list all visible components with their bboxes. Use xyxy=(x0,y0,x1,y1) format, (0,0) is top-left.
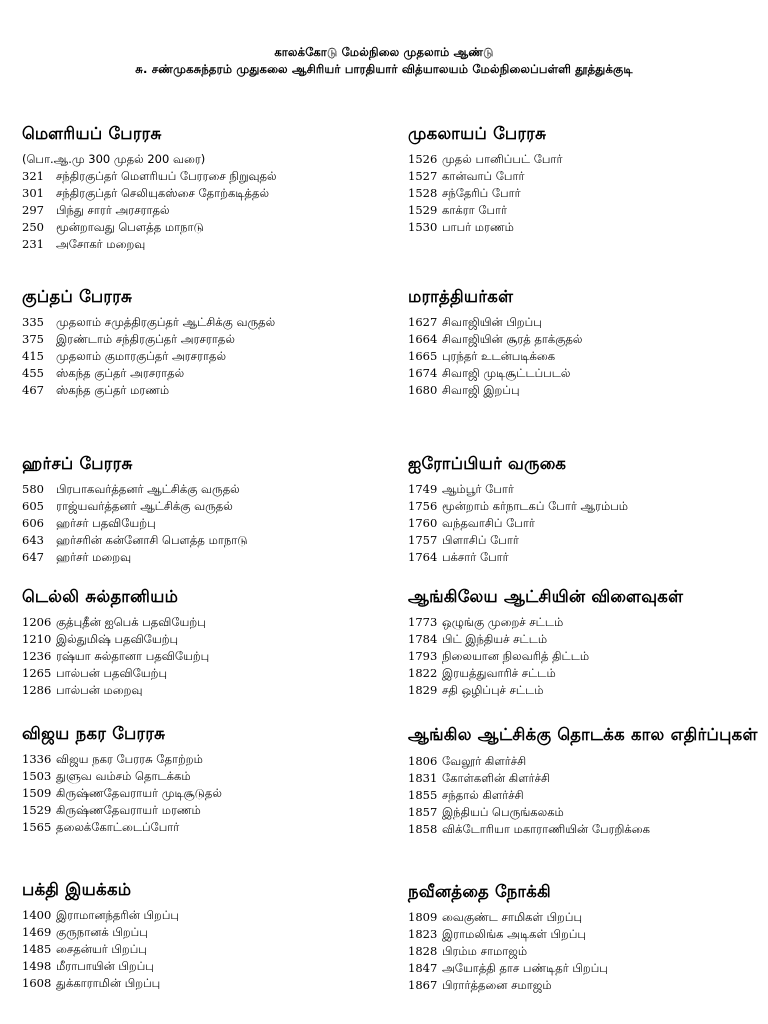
section-title: நவீனத்தை நோக்கி xyxy=(408,882,551,901)
entry-year: 1528 xyxy=(408,186,438,200)
timeline-entry xyxy=(22,549,392,566)
timeline-entry xyxy=(22,751,392,768)
timeline-section xyxy=(408,585,758,699)
timeline-entry xyxy=(408,481,758,498)
entry-year: 467 xyxy=(22,383,44,397)
timeline-entry xyxy=(22,382,392,399)
entry-event: சிவாஜியின் பிறப்பு xyxy=(442,315,542,329)
timeline-entry xyxy=(408,382,758,399)
entry-event: முதல் பானிப்பட் போர் xyxy=(442,152,563,166)
timeline-entry xyxy=(408,648,758,665)
entry-year: 1674 xyxy=(408,366,438,380)
entry-event: சைதன்யர் பிறப்பு xyxy=(56,942,147,956)
entry-event: இராமலிங்க அடிகள் பிறப்பு xyxy=(442,927,586,941)
timeline-entry xyxy=(22,219,392,236)
entry-event: பிளாசிப் போர் xyxy=(442,533,519,547)
timeline-entry xyxy=(22,785,392,802)
entry-year: 415 xyxy=(22,349,44,363)
entry-event: துக்காராமின் பிறப்பு xyxy=(56,976,161,990)
timeline-entry xyxy=(408,549,758,566)
entry-year: 1206 xyxy=(22,615,52,629)
entry-event: விஜய நகர பேரரசு தோற்றம் xyxy=(56,752,203,766)
header-subtitle: சு. சண்முகசுந்தரம் முதுகலை ஆசிரியர் பாரதியார் வித்யாலயம் மேல்நிலைப்பள்ளி தூத்துக்குடி xyxy=(135,62,633,76)
entry-event: முதலாம் குமாரகுப்தர் அரசராதல் xyxy=(56,349,227,363)
timeline-section xyxy=(22,878,392,992)
entry-event: பால்பன் மறைவு xyxy=(56,683,143,697)
timeline-entry xyxy=(22,515,392,532)
timeline-entry xyxy=(408,753,758,770)
entry-year: 1509 xyxy=(22,786,52,800)
section-subtitle: (பொ.ஆ.மு 300 முதல் 200 வரை) xyxy=(22,152,206,166)
entry-event: சிவாஜியின் சூரத் தாக்குதல் xyxy=(442,332,583,346)
entry-event: பக்சார் போர் xyxy=(442,550,509,564)
timeline-entry xyxy=(22,924,392,941)
entry-event: கிருஷ்ணதேவராயர் மரணம் xyxy=(56,803,201,817)
timeline-entry xyxy=(22,648,392,665)
entry-year: 1527 xyxy=(408,169,438,183)
entry-event: ஸ்கந்த குப்தர் அரசராதல் xyxy=(56,366,185,380)
entry-year: 1793 xyxy=(408,649,438,663)
timeline-entry xyxy=(22,768,392,785)
entry-year: 1664 xyxy=(408,332,438,346)
timeline-entry xyxy=(408,960,758,977)
timeline-entry xyxy=(22,314,392,331)
timeline-entry xyxy=(22,941,392,958)
entry-year: 1210 xyxy=(22,632,52,646)
document-header xyxy=(0,44,768,78)
entry-year: 1336 xyxy=(22,752,52,766)
timeline-entry xyxy=(22,202,392,219)
entry-event: ஆம்பூர் போர் xyxy=(442,482,514,496)
entry-event: ஸ்கந்த குப்தர் மரணம் xyxy=(56,383,170,397)
entry-event: சிவாஜி இறப்பு xyxy=(442,383,520,397)
timeline-entry xyxy=(408,515,758,532)
entry-year: 605 xyxy=(22,499,44,513)
entry-year: 1823 xyxy=(408,927,438,941)
entry-year: 1565 xyxy=(22,820,52,834)
entry-year: 1806 xyxy=(408,754,438,768)
entry-event: புரந்தர் உடன்படிக்கை xyxy=(442,349,556,363)
entry-year: 1831 xyxy=(408,771,438,785)
timeline-entry xyxy=(22,365,392,382)
entry-event: வைகுண்ட சாமிகள் பிறப்பு xyxy=(442,910,582,924)
entry-year: 1608 xyxy=(22,976,52,990)
section-title: ஆங்கில ஆட்சிக்கு தொடக்க கால எதிர்ப்புகள் xyxy=(408,725,758,744)
entry-event: குருநானக் பிறப்பு xyxy=(56,925,148,939)
entry-event: ஹர்சரின் கன்னோசி பௌத்த மாநாடு xyxy=(56,533,248,547)
entry-event: ஹர்சர் பதவியேற்பு xyxy=(56,516,156,530)
timeline-entry xyxy=(22,958,392,975)
entry-year: 297 xyxy=(22,203,44,217)
entry-year: 1847 xyxy=(408,961,438,975)
entry-year: 1829 xyxy=(408,683,438,697)
timeline-entry xyxy=(408,909,758,926)
entry-event: விக்டோரியா மகாராணியின் பேரறிக்கை xyxy=(442,822,650,836)
entry-year: 1809 xyxy=(408,910,438,924)
timeline-entry xyxy=(408,185,758,202)
entry-event: பிரபாகவர்த்தனர் ஆட்சிக்கு வருதல் xyxy=(56,482,240,496)
entry-event: தலைக்கோட்டைப்போர் xyxy=(56,820,180,834)
timeline-section xyxy=(408,452,758,566)
timeline-entry xyxy=(408,532,758,549)
entry-event: சதி ஒழிப்புச் சட்டம் xyxy=(442,683,544,697)
entry-year: 647 xyxy=(22,550,44,564)
entry-event: வேலூர் கிளர்ச்சி xyxy=(442,754,527,768)
entry-year: 1286 xyxy=(22,683,52,697)
timeline-entry xyxy=(408,348,758,365)
section-title: மராத்தியர்கள் xyxy=(408,287,514,306)
timeline-section xyxy=(408,122,758,236)
entry-event: இரண்டாம் சந்திரகுப்தர் அரசராதல் xyxy=(56,332,235,346)
section-title: மௌரியப் பேரரசு xyxy=(22,124,162,143)
entry-event: மீராபாயின் பிறப்பு xyxy=(56,959,154,973)
entry-event: அசோகர் மறைவு xyxy=(56,237,146,251)
timeline-section xyxy=(408,880,758,994)
entry-event: இராமானந்தரின் பிறப்பு xyxy=(56,908,179,922)
entry-year: 1855 xyxy=(408,788,438,802)
section-title: பக்தி இயக்கம் xyxy=(22,880,132,899)
entry-event: ராஜ்யவர்த்தனர் ஆட்சிக்கு வருதல் xyxy=(56,499,233,513)
timeline-entry xyxy=(408,331,758,348)
timeline-entry xyxy=(408,770,758,787)
entry-year: 1764 xyxy=(408,550,438,564)
timeline-section xyxy=(22,285,392,399)
entry-year: 1400 xyxy=(22,908,52,922)
timeline-section xyxy=(22,585,392,699)
timeline-entry xyxy=(408,977,758,994)
entry-event: குத்புதீன் ஐபெக் பதவியேற்பு xyxy=(56,615,206,629)
timeline-entry xyxy=(22,498,392,515)
entry-year: 301 xyxy=(22,186,44,200)
entry-year: 231 xyxy=(22,237,44,251)
entry-year: 1760 xyxy=(408,516,438,530)
timeline-entry xyxy=(22,819,392,836)
entry-year: 1857 xyxy=(408,805,438,819)
timeline-entry xyxy=(22,532,392,549)
timeline-entry xyxy=(22,802,392,819)
timeline-entry xyxy=(408,314,758,331)
timeline-entry xyxy=(22,907,392,924)
timeline-entry xyxy=(22,185,392,202)
entry-year: 1529 xyxy=(22,803,52,817)
timeline-entry xyxy=(22,682,392,699)
timeline-entry xyxy=(22,236,392,253)
entry-year: 321 xyxy=(22,169,44,183)
entry-year: 1485 xyxy=(22,942,52,956)
timeline-entry xyxy=(408,804,758,821)
entry-year: 580 xyxy=(22,482,44,496)
timeline-section xyxy=(408,285,758,399)
section-title: ஆங்கிலேய ஆட்சியின் விளைவுகள் xyxy=(408,587,684,606)
entry-year: 1822 xyxy=(408,666,438,680)
header-title: காலக்கோடு மேல்நிலை முதலாம் ஆண்டு xyxy=(274,45,494,59)
timeline-entry xyxy=(408,665,758,682)
timeline-entry xyxy=(408,682,758,699)
entry-year: 1526 xyxy=(408,152,438,166)
timeline-entry xyxy=(408,631,758,648)
entry-event: பிட் இந்தியச் சட்டம் xyxy=(442,632,548,646)
timeline-entry xyxy=(22,631,392,648)
timeline-entry xyxy=(408,498,758,515)
entry-year: 1858 xyxy=(408,822,438,836)
timeline-entry xyxy=(22,348,392,365)
entry-event: மூன்றாவது பௌத்த மாநாடு xyxy=(56,220,204,234)
entry-year: 1749 xyxy=(408,482,438,496)
section-title: முகலாயப் பேரரசு xyxy=(408,124,547,143)
timeline-entry xyxy=(22,975,392,992)
timeline-entry xyxy=(408,151,758,168)
entry-year: 1627 xyxy=(408,315,438,329)
entry-event: பால்பன் பதவியேற்பு xyxy=(56,666,168,680)
entry-event: கான்வாப் போர் xyxy=(442,169,525,183)
entry-year: 375 xyxy=(22,332,44,346)
entry-year: 1265 xyxy=(22,666,52,680)
entry-year: 1867 xyxy=(408,978,438,992)
timeline-entry xyxy=(408,219,758,236)
timeline-entry xyxy=(408,821,758,838)
entry-year: 1529 xyxy=(408,203,438,217)
entry-event: இல்துமிஷ் பதவியேற்பு xyxy=(56,632,179,646)
entry-event: மூன்றாம் கர்நாடகப் போர் ஆரம்பம் xyxy=(442,499,629,513)
entry-event: பிரம்ம சாமாஜம் xyxy=(442,944,528,958)
section-title: ஐரோப்பியர் வருகை xyxy=(408,454,567,473)
entry-event: நிலையான நிலவரித் திட்டம் xyxy=(442,649,590,663)
entry-event: கோள்களின் கிளர்ச்சி xyxy=(442,771,550,785)
entry-year: 1503 xyxy=(22,769,52,783)
entry-year: 1756 xyxy=(408,499,438,513)
timeline-section xyxy=(22,722,392,836)
entry-year: 1498 xyxy=(22,959,52,973)
entry-year: 1773 xyxy=(408,615,438,629)
timeline-entry xyxy=(408,202,758,219)
entry-event: ஒழுங்கு முறைச் சட்டம் xyxy=(442,615,564,629)
entry-event: அயோத்தி தாச பண்டிதர் பிறப்பு xyxy=(442,961,608,975)
entry-year: 1784 xyxy=(408,632,438,646)
entry-event: முதலாம் சமுத்திரகுப்தர் ஆட்சிக்கு வருதல் xyxy=(56,315,276,329)
entry-event: சிவாஜி முடிசூட்டப்படல் xyxy=(442,366,571,380)
entry-year: 1665 xyxy=(408,349,438,363)
section-title: குப்தப் பேரரசு xyxy=(22,287,133,306)
entry-year: 335 xyxy=(22,315,44,329)
timeline-entry xyxy=(408,926,758,943)
entry-event: இந்தியப் பெருங்கலகம் xyxy=(442,805,564,819)
timeline-entry xyxy=(408,614,758,631)
timeline-entry xyxy=(22,481,392,498)
entry-event: வந்தவாசிப் போர் xyxy=(442,516,535,530)
section-title: டெல்லி சுல்தானியம் xyxy=(22,587,179,606)
entry-year: 1757 xyxy=(408,533,438,547)
timeline-entry xyxy=(22,614,392,631)
timeline-entry xyxy=(408,787,758,804)
timeline-section xyxy=(408,722,758,838)
entry-event: கிருஷ்ணதேவராயர் முடிசூடுதல் xyxy=(56,786,222,800)
entry-year: 455 xyxy=(22,366,44,380)
entry-event: துளுவ வம்சம் தொடக்கம் xyxy=(56,769,191,783)
entry-year: 1236 xyxy=(22,649,52,663)
entry-year: 1469 xyxy=(22,925,52,939)
entry-year: 1828 xyxy=(408,944,438,958)
entry-year: 1530 xyxy=(408,220,438,234)
entry-event: ரஷ்யா சுல்தானா பதவியேற்பு xyxy=(56,649,210,663)
entry-event: பாபர் மரணம் xyxy=(442,220,514,234)
timeline-entry xyxy=(408,365,758,382)
entry-event: காக்ரா போர் xyxy=(442,203,508,217)
entry-year: 250 xyxy=(22,220,44,234)
entry-event: பிந்து சாரர் அரசராதல் xyxy=(56,203,170,217)
entry-year: 606 xyxy=(22,516,44,530)
timeline-entry xyxy=(408,943,758,960)
timeline-entry xyxy=(22,168,392,185)
entry-event: பிரார்த்தனை சமாஜம் xyxy=(442,978,552,992)
section-title: விஜய நகர பேரரசு xyxy=(22,724,166,743)
entry-event: சந்திரகுப்தர் செலியுகஸ்சை தோற்கடித்தல் xyxy=(56,186,270,200)
entry-event: சந்தால் கிளர்ச்சி xyxy=(442,788,524,802)
timeline-section xyxy=(22,122,392,253)
timeline-section xyxy=(22,452,392,566)
timeline-entry xyxy=(22,331,392,348)
entry-event: சந்திரகுப்தர் மௌரியப் பேரரசை நிறுவுதல் xyxy=(56,169,277,183)
timeline-entry xyxy=(408,168,758,185)
section-title: ஹர்சப் பேரரசு xyxy=(22,454,133,473)
entry-event: இரயத்துவாரிச் சட்டம் xyxy=(442,666,556,680)
entry-event: ஹர்சர் மறைவு xyxy=(56,550,132,564)
entry-event: சந்தேரிப் போர் xyxy=(442,186,521,200)
timeline-entry xyxy=(22,665,392,682)
entry-year: 1680 xyxy=(408,383,438,397)
entry-year: 643 xyxy=(22,533,44,547)
